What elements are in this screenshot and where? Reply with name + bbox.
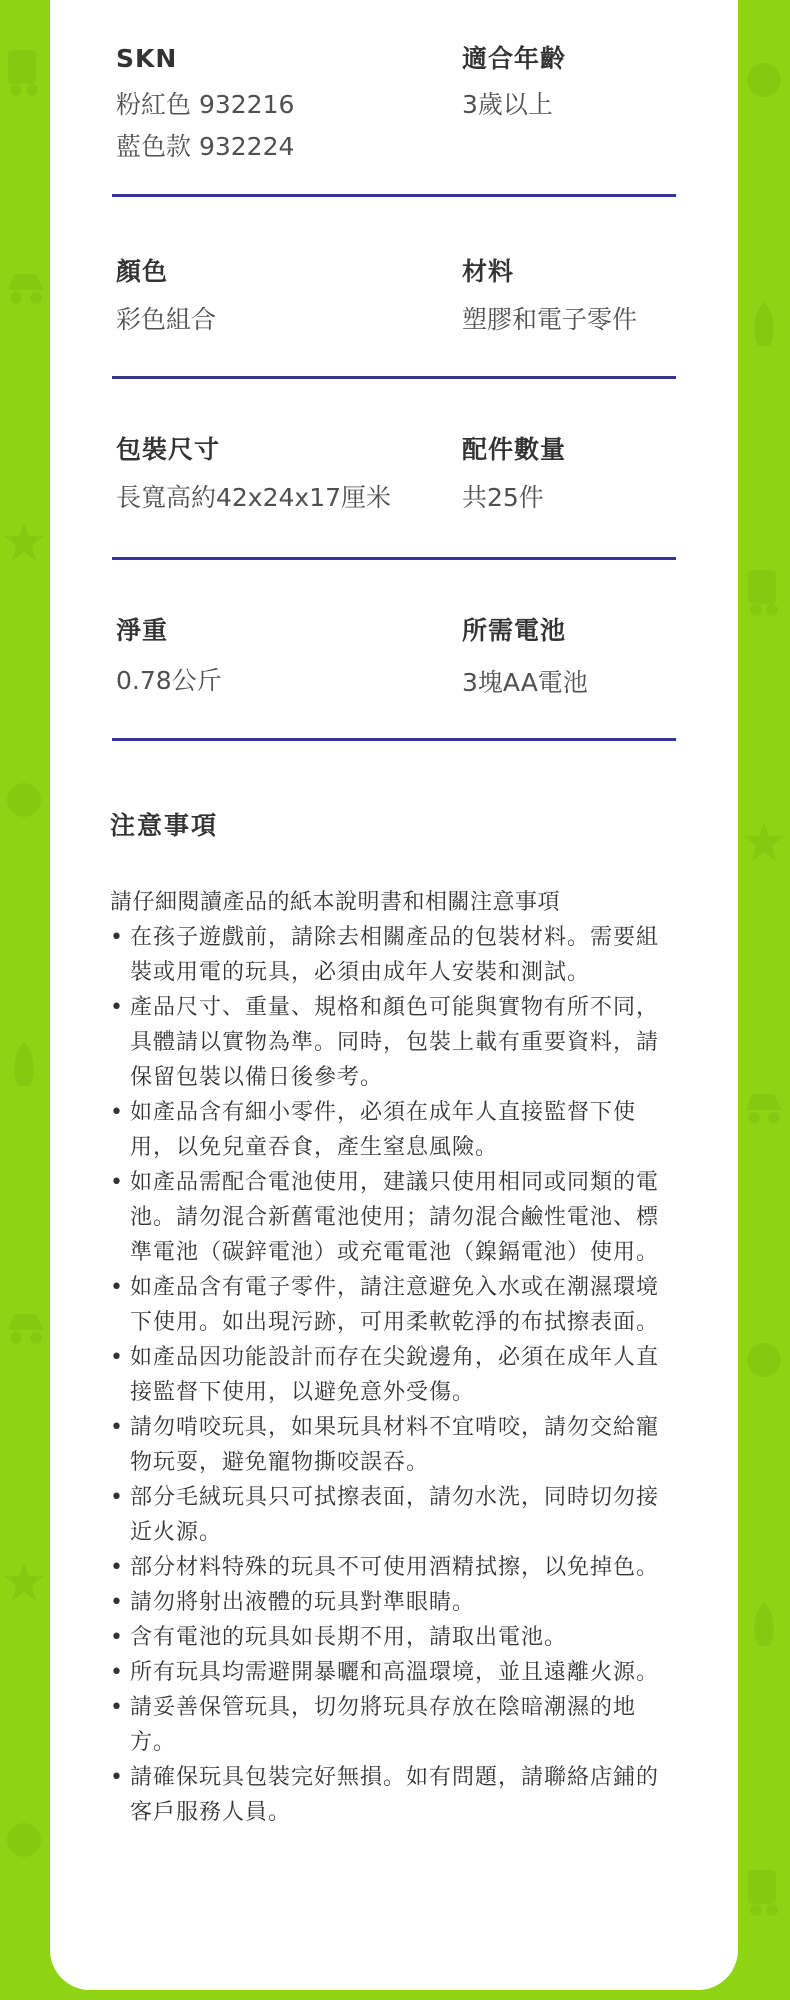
notes-title: 注意事項	[110, 811, 219, 840]
section-divider	[112, 376, 676, 379]
note-text: 產品尺寸、重量、規格和顏色可能與實物有所不同，具體請以實物為準。同時，包裝上載有重要資料，請保留包裝以備日後參考。	[130, 995, 660, 1090]
bullet-icon: •	[110, 1765, 124, 1790]
ball-icon	[4, 1820, 44, 1860]
spec-value: 0.78公斤	[116, 666, 222, 695]
star-icon	[742, 820, 786, 864]
spec-value: 3塊AA電池	[462, 668, 588, 697]
note-text: 含有電池的玩具如長期不用，請取出電池。	[130, 1625, 568, 1650]
ball-icon	[4, 780, 44, 820]
section-divider	[112, 194, 676, 197]
note-text: 請勿啃咬玩具，如果玩具材料不宜啃咬，請勿交給寵物玩耍，避免寵物撕咬誤吞。	[130, 1415, 660, 1475]
notes-list	[110, 920, 680, 1830]
note-text: 如產品需配合電池使用，建議只使用相同或同類的電池。請勿混合新舊電池使用；請勿混合鹼性電池、標準電池（碳鋅電池）或充電電池（鎳鎘電池）使用。	[130, 1170, 660, 1265]
note-text: 請確保玩具包裝完好無損。如有問題，請聯絡店鋪的客戶服務人員。	[130, 1765, 660, 1825]
note-text: 如產品含有電子零件，請注意避免入水或在潮濕環境下使用。如出現污跡，可用柔軟乾淨的布拭擦表面。	[130, 1275, 660, 1335]
note-item	[110, 1760, 680, 1830]
note-text: 如產品因功能設計而存在尖銳邊角，必須在成年人直接監督下使用，以避免意外受傷。	[130, 1345, 660, 1405]
note-item	[110, 920, 680, 990]
spec-label: SKN	[116, 44, 178, 73]
spec-value: 彩色組合	[116, 305, 217, 334]
bullet-icon: •	[110, 1660, 124, 1685]
note-item	[110, 1340, 680, 1410]
spec-value: 長寬高約42x24x17厘米	[116, 483, 392, 512]
note-text: 如產品含有細小零件，必須在成年人直接監督下使用，以免兒童吞食，產生窒息風險。	[130, 1100, 637, 1160]
spec-value: 3歲以上	[462, 90, 553, 119]
spec-label: 顏色	[116, 257, 169, 286]
spec-label: 材料	[462, 257, 515, 286]
bullet-icon: •	[110, 1345, 124, 1370]
note-text: 請勿將射出液體的玩具對準眼睛。	[130, 1590, 476, 1615]
note-item	[110, 1270, 680, 1340]
bullet-icon: •	[110, 1555, 124, 1580]
spec-cell-color	[116, 257, 216, 341]
note-text: 部分毛絨玩具只可拭擦表面，請勿水洗，同時切勿接近火源。	[130, 1485, 660, 1545]
note-item	[110, 1550, 680, 1585]
spec-label: 所需電池	[462, 616, 567, 645]
note-item	[110, 1165, 680, 1270]
note-item	[110, 1410, 680, 1480]
bullet-icon: •	[110, 1485, 124, 1510]
spec-row-skn	[112, 44, 676, 174]
note-item	[110, 990, 680, 1095]
ball-icon	[744, 1340, 784, 1380]
bullet-icon: •	[110, 925, 124, 950]
bullet-icon: •	[110, 995, 124, 1020]
spec-row-weight	[112, 616, 676, 746]
note-item	[110, 1095, 680, 1165]
spec-row-color	[112, 257, 676, 387]
rocket-icon	[744, 1600, 784, 1660]
spec-cell-weight	[116, 616, 222, 702]
note-text: 所有玩具均需避開暴曬和高溫環境，並且遠離火源。	[130, 1660, 660, 1685]
spec-cell-age	[462, 44, 566, 126]
bullet-icon: •	[110, 1275, 124, 1300]
toy-car-icon	[6, 260, 46, 310]
section-divider	[112, 557, 676, 560]
bullet-icon: •	[110, 1170, 124, 1195]
ball-icon	[744, 60, 784, 100]
spec-cell-skn	[116, 44, 294, 168]
note-item	[110, 1690, 680, 1760]
toy-train-icon	[744, 560, 784, 620]
bullet-icon: •	[110, 1100, 124, 1125]
bullet-icon: •	[110, 1625, 124, 1650]
spec-label: 適合年齡	[462, 44, 567, 73]
bullet-icon: •	[110, 1590, 124, 1615]
section-divider	[112, 738, 676, 741]
spec-value: 共25件	[462, 483, 544, 512]
notes-section	[110, 806, 680, 1830]
spec-value: 粉紅色 932216 藍色款 932224	[116, 90, 295, 161]
spec-label: 包裝尺寸	[116, 435, 221, 464]
bullet-icon: •	[110, 1415, 124, 1440]
rocket-icon	[744, 300, 784, 360]
spec-value: 塑膠和電子零件	[462, 305, 638, 334]
note-item	[110, 1585, 680, 1620]
toy-car-icon	[744, 1080, 784, 1130]
toy-train-icon	[744, 1860, 784, 1920]
toy-train-icon	[4, 40, 44, 100]
notes-intro: 請仔細閱讀產品的紙本說明書和相關注意事項	[110, 890, 561, 915]
star-icon	[2, 520, 46, 564]
note-item	[110, 1480, 680, 1550]
toy-car-icon	[6, 1300, 46, 1350]
spec-row-package-size	[112, 435, 676, 565]
spec-cell-package-size	[116, 435, 391, 519]
spec-cell-material	[462, 257, 637, 341]
star-icon	[2, 1560, 46, 1604]
note-item	[110, 1620, 680, 1655]
spec-label: 淨重	[116, 616, 169, 645]
bullet-icon: •	[110, 1695, 124, 1720]
spec-cell-accessories	[462, 435, 566, 519]
note-text: 在孩子遊戲前，請除去相關產品的包裝材料。需要組裝或用電的玩具，必須由成年人安裝和測試。	[130, 925, 660, 985]
spec-label: 配件數量	[462, 435, 567, 464]
spec-cell-battery	[462, 616, 588, 704]
note-text: 部分材料特殊的玩具不可使用酒精拭擦，以免掉色。	[130, 1555, 660, 1580]
note-item	[110, 1655, 680, 1690]
note-text: 請妥善保管玩具，切勿將玩具存放在陰暗潮濕的地方。	[130, 1695, 637, 1755]
rocket-icon	[4, 1040, 44, 1100]
